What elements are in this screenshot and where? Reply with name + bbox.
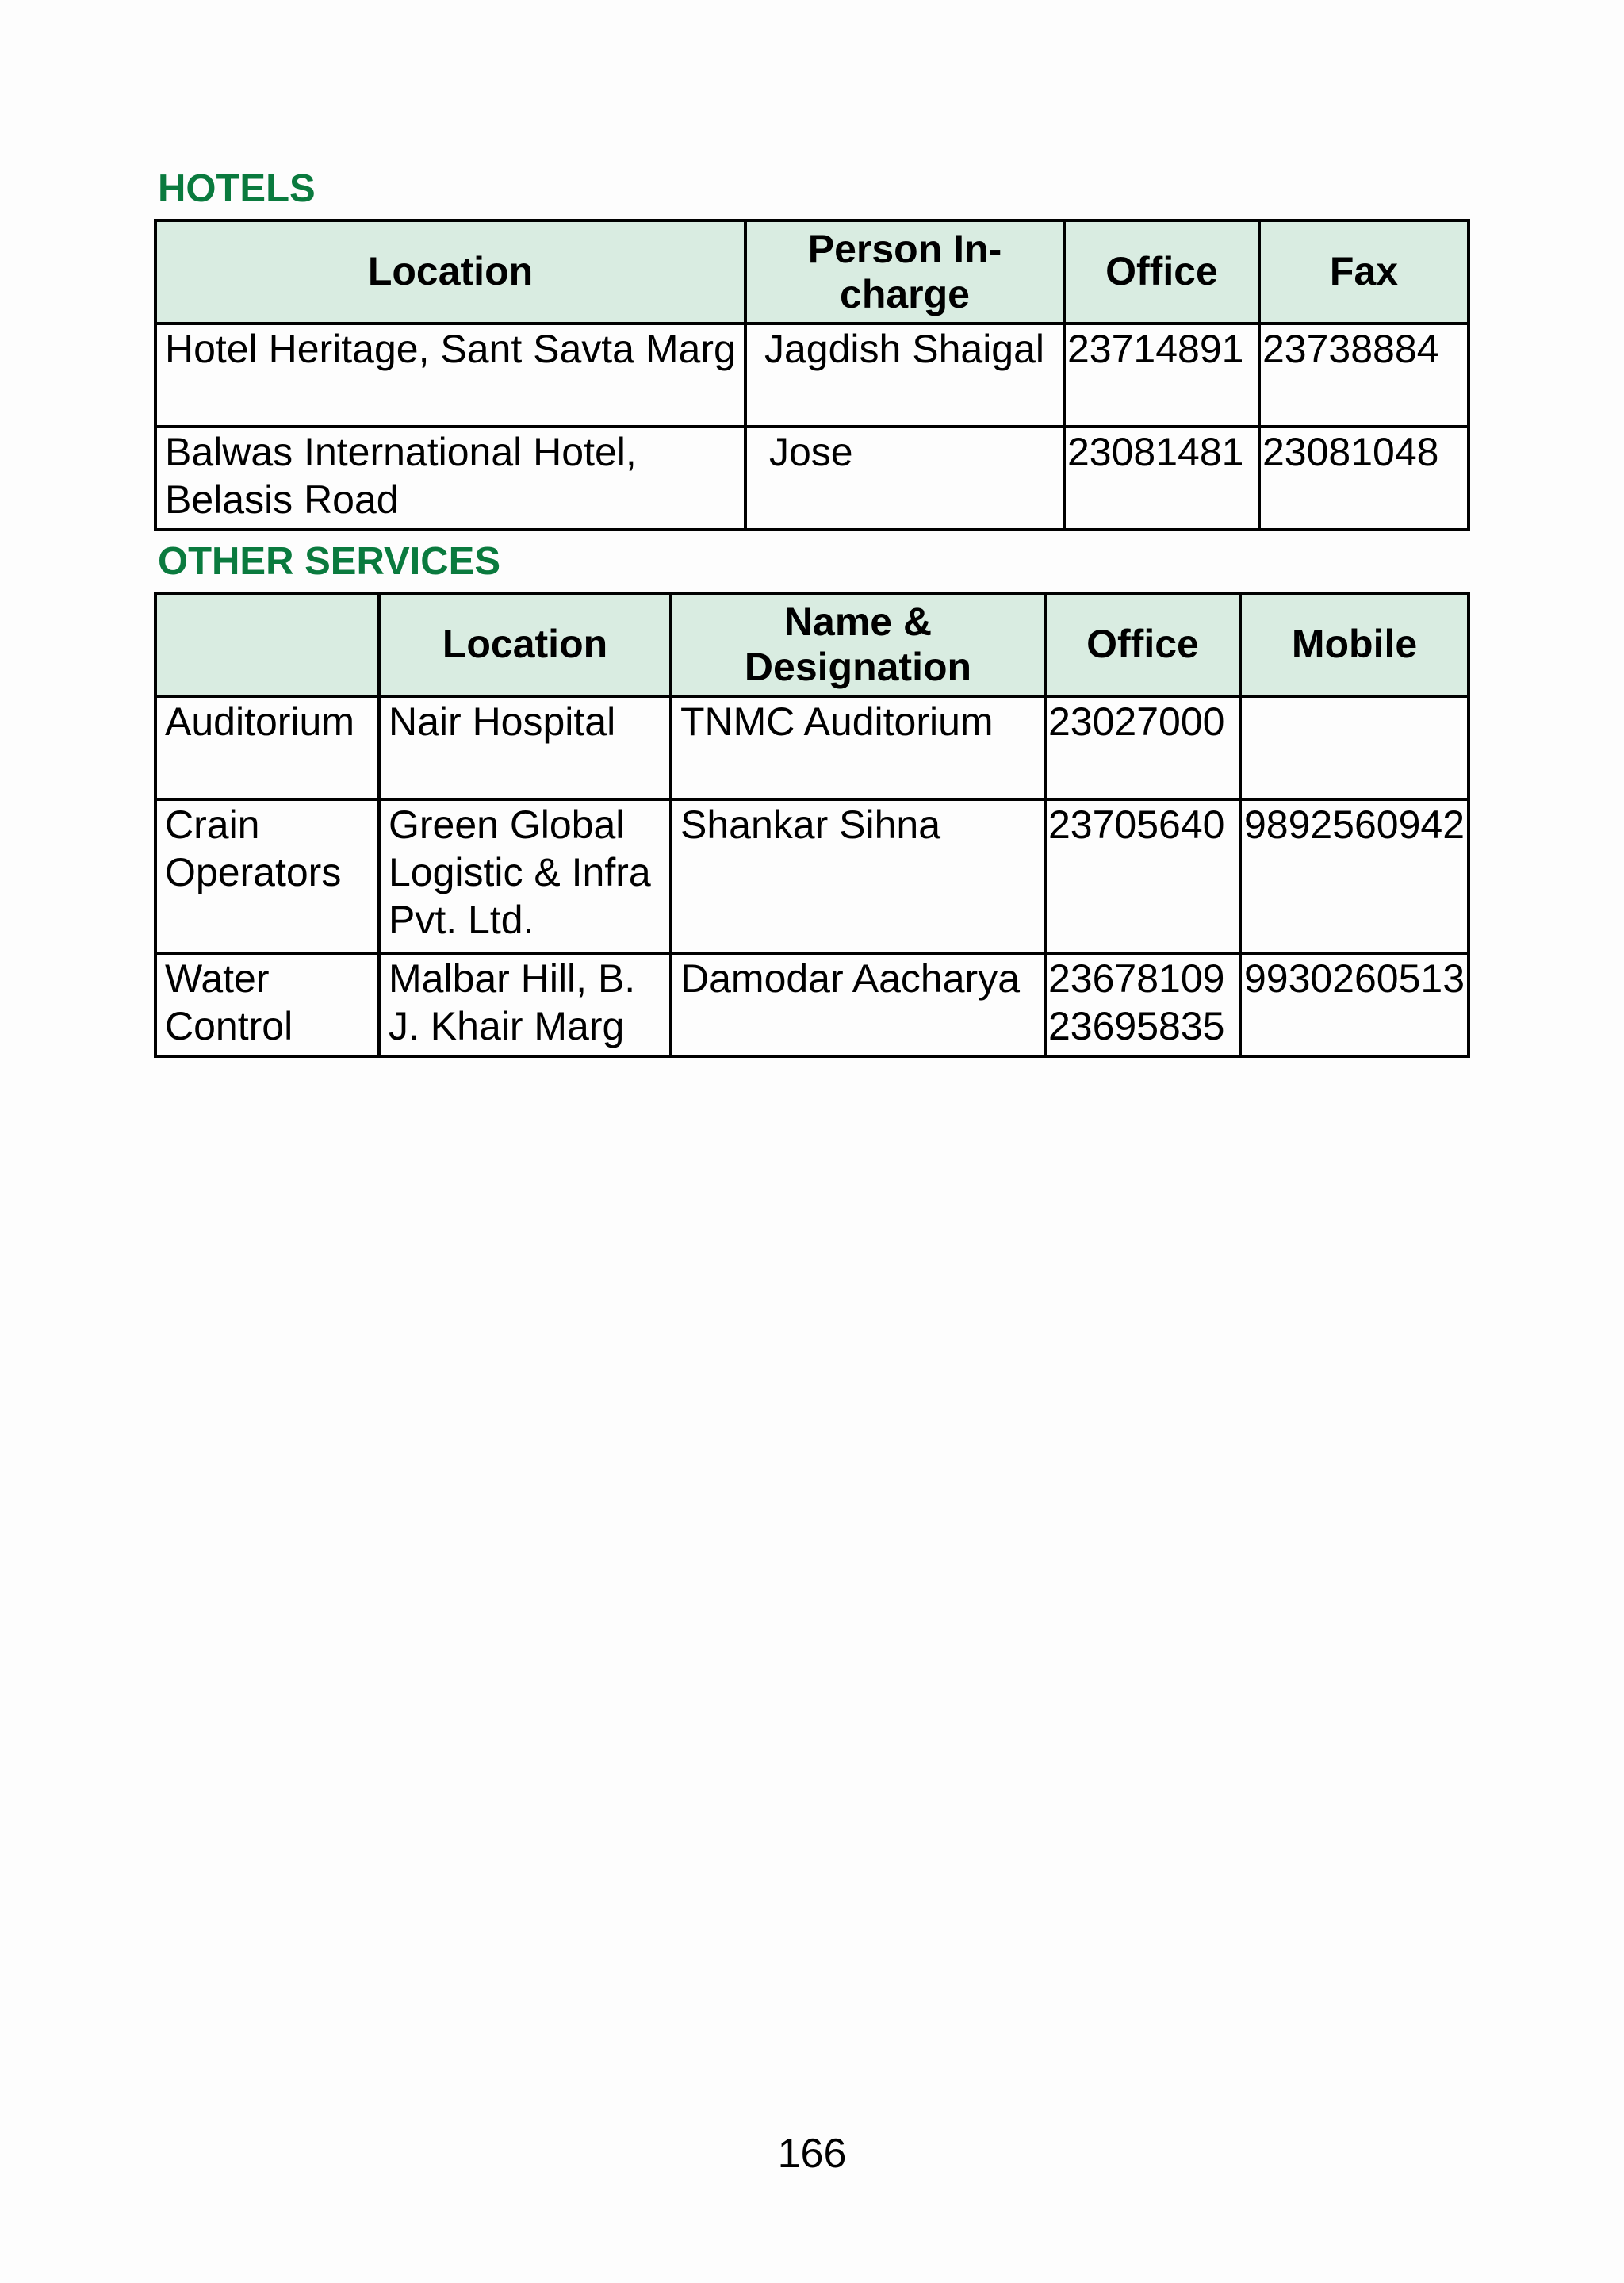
service-mobile: 9930260513: [1240, 953, 1469, 1056]
service-mobile: [1240, 696, 1469, 799]
column-header-mobile: Mobile: [1240, 593, 1469, 696]
service-office: 23678109 23695835: [1045, 953, 1240, 1056]
service-contact: TNMC Auditorium: [671, 696, 1045, 799]
service-contact: Damodar Aacharya: [671, 953, 1045, 1056]
column-header-office: Office: [1045, 593, 1240, 696]
column-header-service: [155, 593, 379, 696]
service-contact: Shankar Sihna: [671, 799, 1045, 953]
table-row: [155, 696, 1469, 799]
table-header-row: [155, 593, 1469, 696]
service-mobile: 9892560942: [1240, 799, 1469, 953]
hotels-heading: HOTELS: [158, 167, 316, 210]
service-office: 23705640: [1045, 799, 1240, 953]
page-number: 166: [777, 2131, 847, 2177]
hotel-person: Jagdish Shaigal: [745, 324, 1064, 427]
table-row: [155, 427, 1469, 530]
hotel-fax: 23738884: [1259, 324, 1469, 427]
service-location: Nair Hospital: [379, 696, 671, 799]
hotel-location: Balwas International Hotel, Belasis Road: [155, 427, 745, 530]
service-location: Malbar Hill, B. J. Khair Marg: [379, 953, 671, 1056]
hotel-location: Hotel Heritage, Sant Savta Marg: [155, 324, 745, 427]
other-services-table: [154, 592, 1470, 1058]
other-services-heading: OTHER SERVICES: [158, 540, 501, 583]
hotel-person: Jose: [745, 427, 1064, 530]
column-header-office: Office: [1064, 220, 1259, 324]
service-name: Auditorium: [155, 696, 379, 799]
table-row: [155, 799, 1469, 953]
hotels-table: [154, 219, 1470, 531]
column-header-name-designation: Name & Designation: [671, 593, 1045, 696]
hotel-office: 23081481: [1064, 427, 1259, 530]
service-office: 23027000: [1045, 696, 1240, 799]
column-header-person-in-charge: Person In-charge: [745, 220, 1064, 324]
table-header-row: [155, 220, 1469, 324]
column-header-location: Location: [379, 593, 671, 696]
service-name: Crain Operators: [155, 799, 379, 953]
column-header-fax: Fax: [1259, 220, 1469, 324]
service-location: Green Global Logistic & Infra Pvt. Ltd.: [379, 799, 671, 953]
service-name: Water Control: [155, 953, 379, 1056]
table-row: [155, 953, 1469, 1056]
hotel-fax: 23081048: [1259, 427, 1469, 530]
column-header-location: Location: [155, 220, 745, 324]
table-row: [155, 324, 1469, 427]
hotel-office: 23714891: [1064, 324, 1259, 427]
